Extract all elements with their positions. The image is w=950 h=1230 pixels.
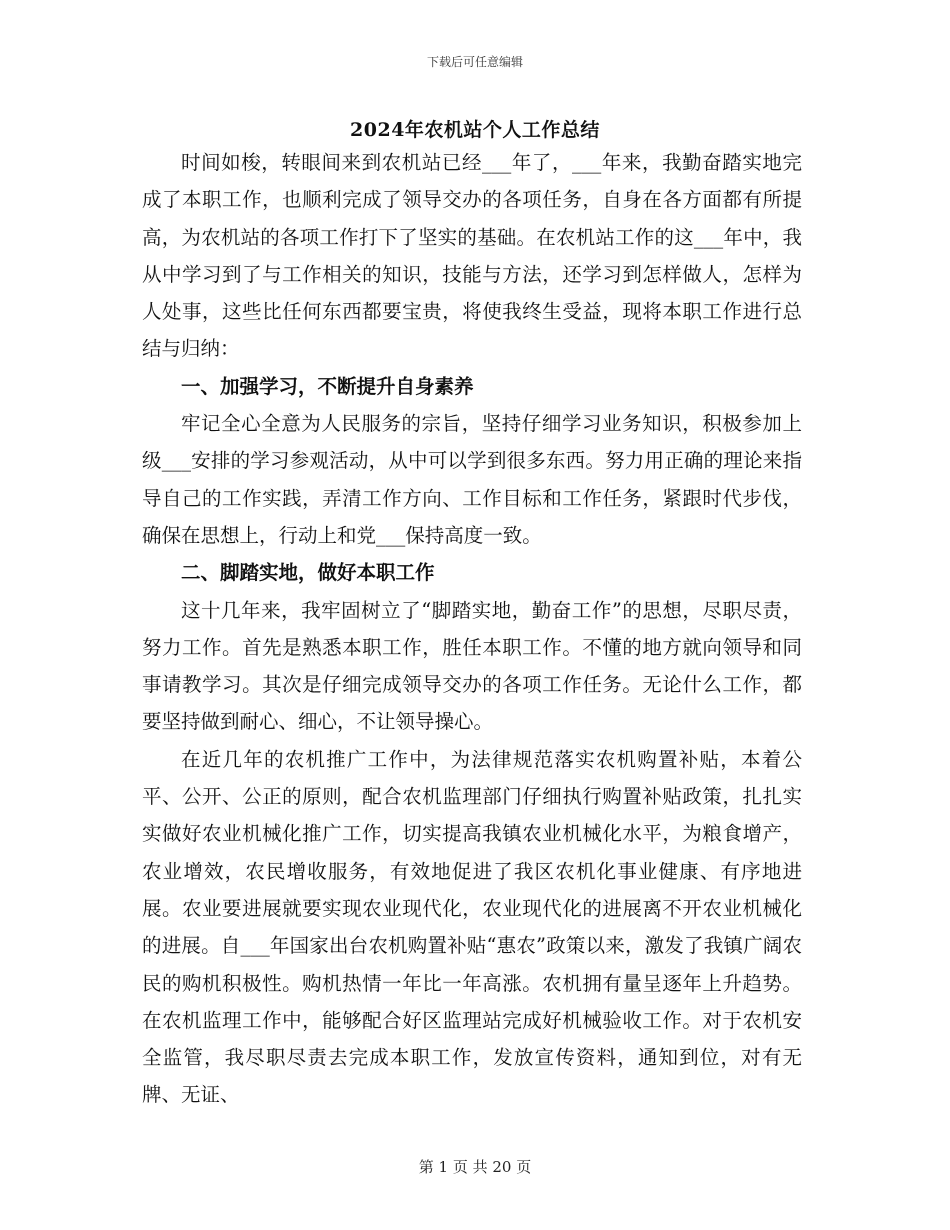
document-title: 2024年农机站个人工作总结 — [350, 119, 600, 141]
intro-paragraph: 时间如梭，转眼间来到农机站已经___年了，___年来，我勤奋踏实地完成了本职工作，也顺利完成了领导交办的各项任务，自身在各方面都有所提高，为农机站的各项工作打下了坚实的基础。在农机站工作的这___年中，我从中学习到了与工作相关的知识，技能与方法，还学习到怎样做人，怎样为人处事，这些比任何东西都要宝贵，将使我终生受益，现将本职工作进行总结与归纳： — [142, 151, 802, 361]
section-2-paragraph-2: 在近几年的农机推广工作中，为法律规范落实农机购置补贴，本着公平、公开、公正的原则，配合农机监理部门仔细执行购置补贴政策，扎扎实实做好农业机械化推广工作，切实提高我镇农业机械化水平，为粮食增产，农业增效，农民增收服务，有效地促进了我区农机化事业健康、有序地进展。农业要进展就要实现农业现代化，农业现代化的进展离不开农业机械化的进展。自___年国家出台农机购置补贴“惠农”政策以来，激发了我镇广阔农民的购机积极性。购机热情一年比一年高涨。农机拥有量呈逐年上升趋势。在农机监理工作中，能够配合好区监理站完成好机械验收工作。对于农机安全监管，我尽职尽责去完成本职工作，发放宣传资料，通知到位，对有无牌、无证、 — [142, 747, 802, 1107]
page-number-footer: 第 1 页 共 20 页 — [418, 1158, 532, 1176]
document-body — [142, 144, 802, 1114]
section-2-paragraph-1: 这十几年来，我牢固树立了“脚踏实地，勤奋工作”的思想，尽职尽责，努力工作。首先是熟悉本职工作，胜任本职工作。不懂的地方就向领导和同事请教学习。其次是仔细完成领导交办的各项工作任务。无论什么工作，都要坚持做到耐心、细心，不让领导操心。 — [142, 598, 802, 734]
page-header: 下载后可任意编辑 — [426, 55, 523, 69]
section-1-paragraph: 牢记全心全意为人民服务的宗旨，坚持仔细学习业务知识，积极参加上级___安排的学习参观活动，从中可以学到很多东西。努力用正确的理论来指导自己的工作实践，弄清工作方向、工作目标和工作任务，紧跟时代步伐，确保在思想上，行动上和党___保持高度一致。 — [142, 412, 802, 547]
section-heading-2: 二、脚踏实地，做好本职工作 — [181, 561, 435, 585]
section-heading-1: 一、加强学习，不断提升自身素养 — [181, 374, 474, 398]
